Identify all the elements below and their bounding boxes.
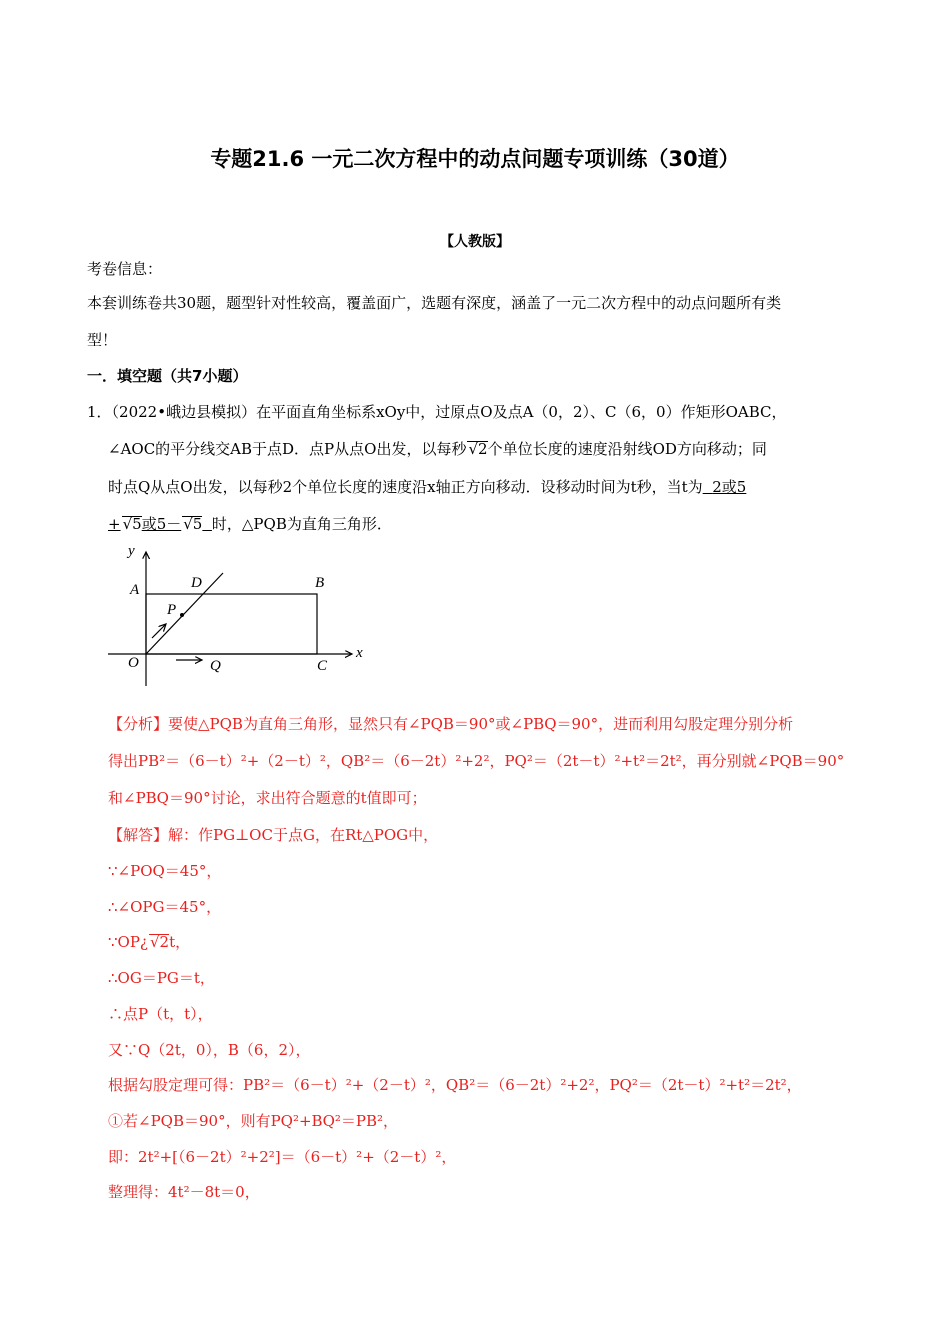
label-o: O: [128, 655, 139, 671]
label-q: Q: [210, 658, 221, 674]
solution-line-2: ∵∠POQ＝45°，: [108, 862, 222, 880]
question-line-1: 1．（2022•峨边县模拟）在平面直角坐标系xOy中，过原点O及点A（0，2）、C（6，0）作矩形OABC，: [87, 403, 787, 421]
analysis-line-1: 【分析】要使△PQB为直角三角形，显然只有∠PQB＝90°或∠PBQ＝90°，进而利用勾股定理分别分析: [108, 715, 794, 733]
label-d: D: [191, 575, 202, 591]
label-b: B: [315, 575, 325, 591]
label-a: A: [130, 582, 140, 598]
bisector-line: [146, 573, 223, 654]
question-text: ∠AOC的平分线交AB于点D．点P从点O出发，以每秒: [108, 440, 467, 458]
analysis-line-2: 得出PB²＝（6－t）²+（2－t）²，QB²＝（6－2t）²+2²，PQ²＝（2t－t）²+t²＝2t²，再分别就∠PQB＝90°: [108, 752, 845, 770]
label-y: y: [128, 543, 135, 559]
edition-label: 【人教版】: [440, 234, 510, 250]
question-text: 时点Q从点O出发，以每秒2个单位长度的速度沿x轴正方向移动．设移动时间为t秒，当t为: [108, 478, 703, 496]
solution-line-1: 【解答】解：作PG⊥OC于点G，在Rt△POG中，: [108, 826, 439, 844]
label-p: P: [167, 602, 177, 618]
question-text: 个单位长度的速度沿射线OD方向移动；同: [487, 440, 767, 458]
solution-line-3: ∴∠OPG＝45°，: [108, 898, 222, 916]
solution-line-9: ①若∠PQB＝90°，则有PQ²+BQ²＝PB²，: [108, 1112, 399, 1130]
info-description: 本套训练卷共30题，题型针对性较高，覆盖面广，选题有深度，涵盖了一元二次方程中的动点问题所有类: [87, 294, 782, 312]
sqrt-symbol: √2: [468, 440, 488, 458]
info-label: 考卷信息：: [87, 260, 163, 278]
solution-line-5: ∴OG＝PG＝t，: [108, 969, 215, 987]
answer-blank-cont: + √5或5－ √5: [108, 515, 203, 533]
question-line-2: [108, 439, 767, 459]
point-p: [180, 613, 184, 617]
solution-line-7: 又∵Q（2t，0），B（6，2），: [108, 1041, 311, 1059]
label-x: x: [356, 645, 363, 661]
analysis-line-3: 和∠PBQ＝90°讨论，求出符合题意的t值即可；: [108, 789, 427, 807]
question-line-3: [108, 477, 746, 497]
solution-line-10: 即：2t²+[（6－2t）²+2²]＝（6－t）²+（2－t）²，: [108, 1148, 457, 1166]
answer-blank: 2或5: [712, 478, 747, 496]
geometry-figure: [100, 540, 370, 690]
question-text: 时，△PQB为直角三角形．: [211, 515, 392, 533]
info-description-cont: 型！: [87, 331, 118, 349]
solution-line-11: 整理得：4t²－8t＝0，: [108, 1183, 260, 1201]
solution-line-8: 根据勾股定理可得：PB²＝（6－t）²+（2－t）²，QB²＝（6－2t）²+2²，PQ²＝（2t－t）²+t²＝2t²，: [108, 1076, 802, 1094]
label-c: C: [317, 658, 328, 674]
section-heading: 一．填空题（共7小题）: [87, 367, 248, 385]
solution-line-6: ∴点P（t，t），: [108, 1005, 213, 1023]
question-line-4: [108, 514, 392, 534]
solution-line-4: ∵OP¿ √2t，: [108, 933, 191, 951]
page-title: 专题21.6 一元二次方程中的动点问题专项训练（30道）: [210, 147, 740, 171]
